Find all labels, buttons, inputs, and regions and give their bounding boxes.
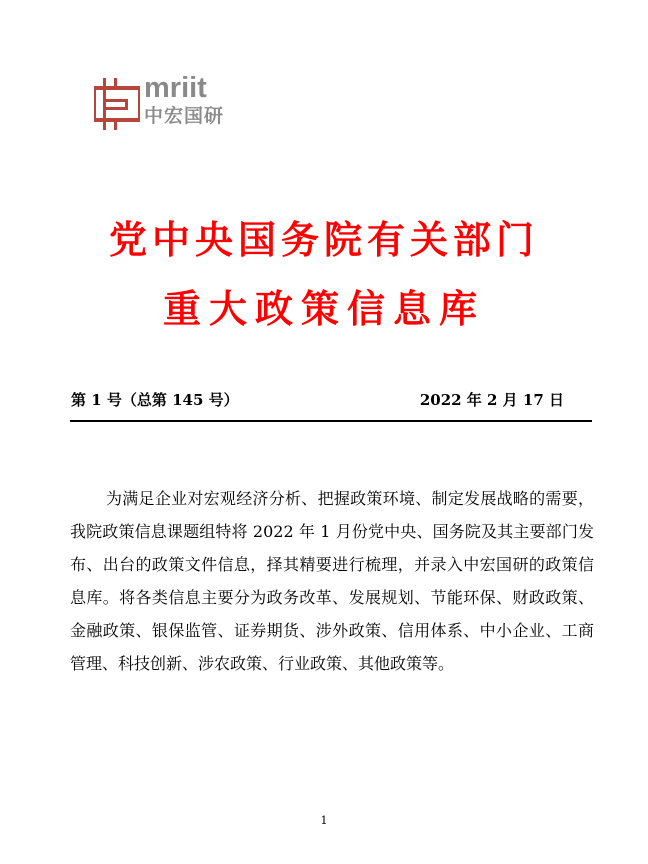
issue-number: 第 1 号（总第 145 号）	[71, 391, 239, 409]
header-divider	[70, 420, 592, 422]
issue-date: 2022 年 2 月 17 日	[419, 391, 564, 409]
intro-paragraph: 为满足企业对宏观经济分析、把握政策环境、制定发展战略的需要，我院政策信息课题组特将 2022 年 1 月份党中央、国务院及其主要部门发布、出台的政策文件信息，择其精要进行梳理，并录入中宏国研的政策信息库。将各类信息主要分为政务改革、发展规划、节能环保、财政政策、金融政策、银保监管、证券期货、涉外政策、信用体系、中小企业、工商管理、科技创新、涉农政策、行业政策、其他政策等。	[70, 489, 594, 673]
page-number: 1	[320, 814, 328, 827]
document-title-line-2: 重大政策信息库	[162, 287, 485, 331]
document-title-line-1: 党中央国务院有关部门	[108, 218, 539, 262]
logo-latin-text: mriit	[144, 72, 207, 104]
logo	[94, 72, 234, 130]
mriit-logo-icon	[94, 78, 140, 130]
logo-chinese-text: 中宏国研	[144, 105, 225, 127]
